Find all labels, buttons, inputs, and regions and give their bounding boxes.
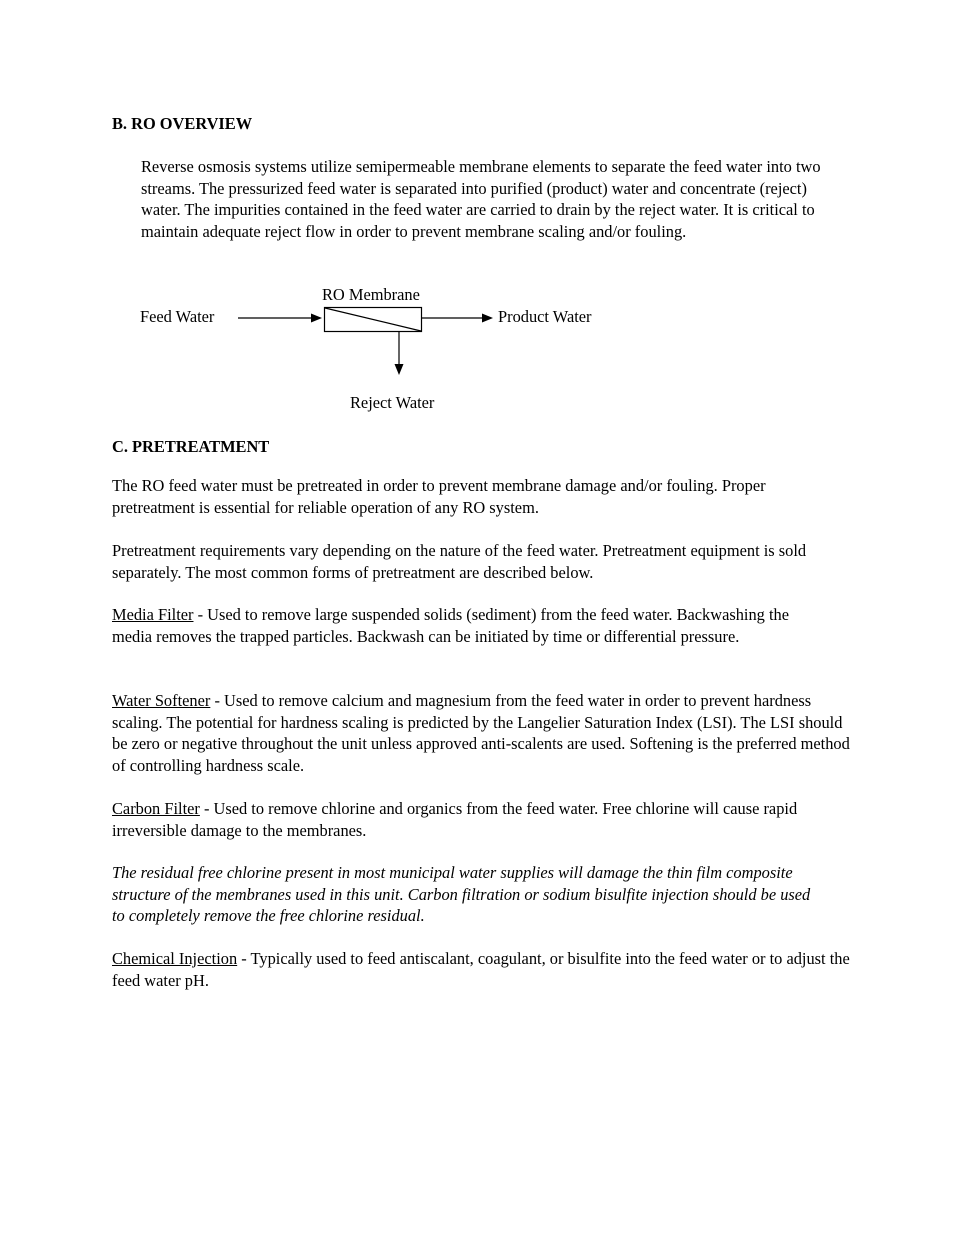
water-softener-term: Water Softener [112, 691, 211, 710]
feed-water-label: Feed Water [140, 307, 215, 326]
ro-flow-diagram [0, 280, 954, 420]
product-arrow-head [482, 314, 493, 323]
carbon-filter-text: - Used to remove chlorine and organics from the feed water. Free chlorine will cause rapid irreversible damage to the membranes. [112, 799, 798, 840]
product-water-label: Product Water [498, 307, 592, 326]
chlorine-warning-note: The residual free chlorine present in most municipal water supplies will damage the thin film composite structure of the membranes used in this unit. Carbon filtration or sodium bisulfite injection should be used to completely remove the free chlorine residual. [112, 863, 811, 926]
carbon-filter-term: Carbon Filter [112, 799, 200, 818]
section-c-heading: C. PRETREATMENT [112, 437, 270, 456]
reject-arrow-head [395, 364, 404, 375]
media-filter-text: - Used to remove large suspended solids (sediment) from the feed water. Backwashing the media removes the trapped particles. Backwash can be initiated by time or differential pressure. [112, 605, 789, 646]
ro-membrane-label: RO Membrane [322, 285, 420, 304]
feed-arrow-head [311, 314, 322, 323]
membrane-diagonal [325, 308, 421, 331]
reject-water-label: Reject Water [350, 393, 435, 412]
flow-arrows-svg [0, 280, 954, 420]
chemical-injection-term: Chemical Injection [112, 949, 238, 968]
water-softener-paragraph [112, 690, 852, 776]
section-b-heading: B. RO OVERVIEW [112, 114, 253, 133]
media-filter-paragraph [112, 604, 822, 647]
chemical-injection-text: - Typically used to feed antiscalant, coagulant, or bisulfite into the feed water or to adjust the feed water pH. [112, 949, 850, 990]
pretreatment-requirements-paragraph: Pretreatment requirements vary depending on the nature of the feed water. Pretreatment equipment is sold separately. The most common forms of pretreatment are described below. [112, 541, 807, 582]
pretreatment-intro-paragraph: The RO feed water must be pretreated in order to prevent membrane damage and/or fouling. Proper pretreatment is essential for reliable operation of any RO system. [112, 476, 766, 517]
chemical-injection-paragraph [112, 948, 852, 991]
ro-overview-paragraph: Reverse osmosis systems utilize semipermeable membrane elements to separate the feed water into two streams. The pressurized feed water is separated into purified (product) water and concentrate (reject) water. The impurities contained in the feed water are carried to drain by the reject water. It is critical to maintain adequate reject flow in order to prevent membrane scaling and/or fouling. [141, 157, 821, 241]
carbon-filter-paragraph [112, 798, 832, 841]
water-softener-text: - Used to remove calcium and magnesium from the feed water in order to prevent hardness scaling. The potential for hardness scaling is predicted by the Langelier Saturation Index (LSI). The LSI should be zero or negative throughout the unit unless approved anti-scalents are used. Softening is the preferred method of controlling hardness scale. [112, 691, 850, 775]
media-filter-term: Media Filter [112, 605, 194, 624]
